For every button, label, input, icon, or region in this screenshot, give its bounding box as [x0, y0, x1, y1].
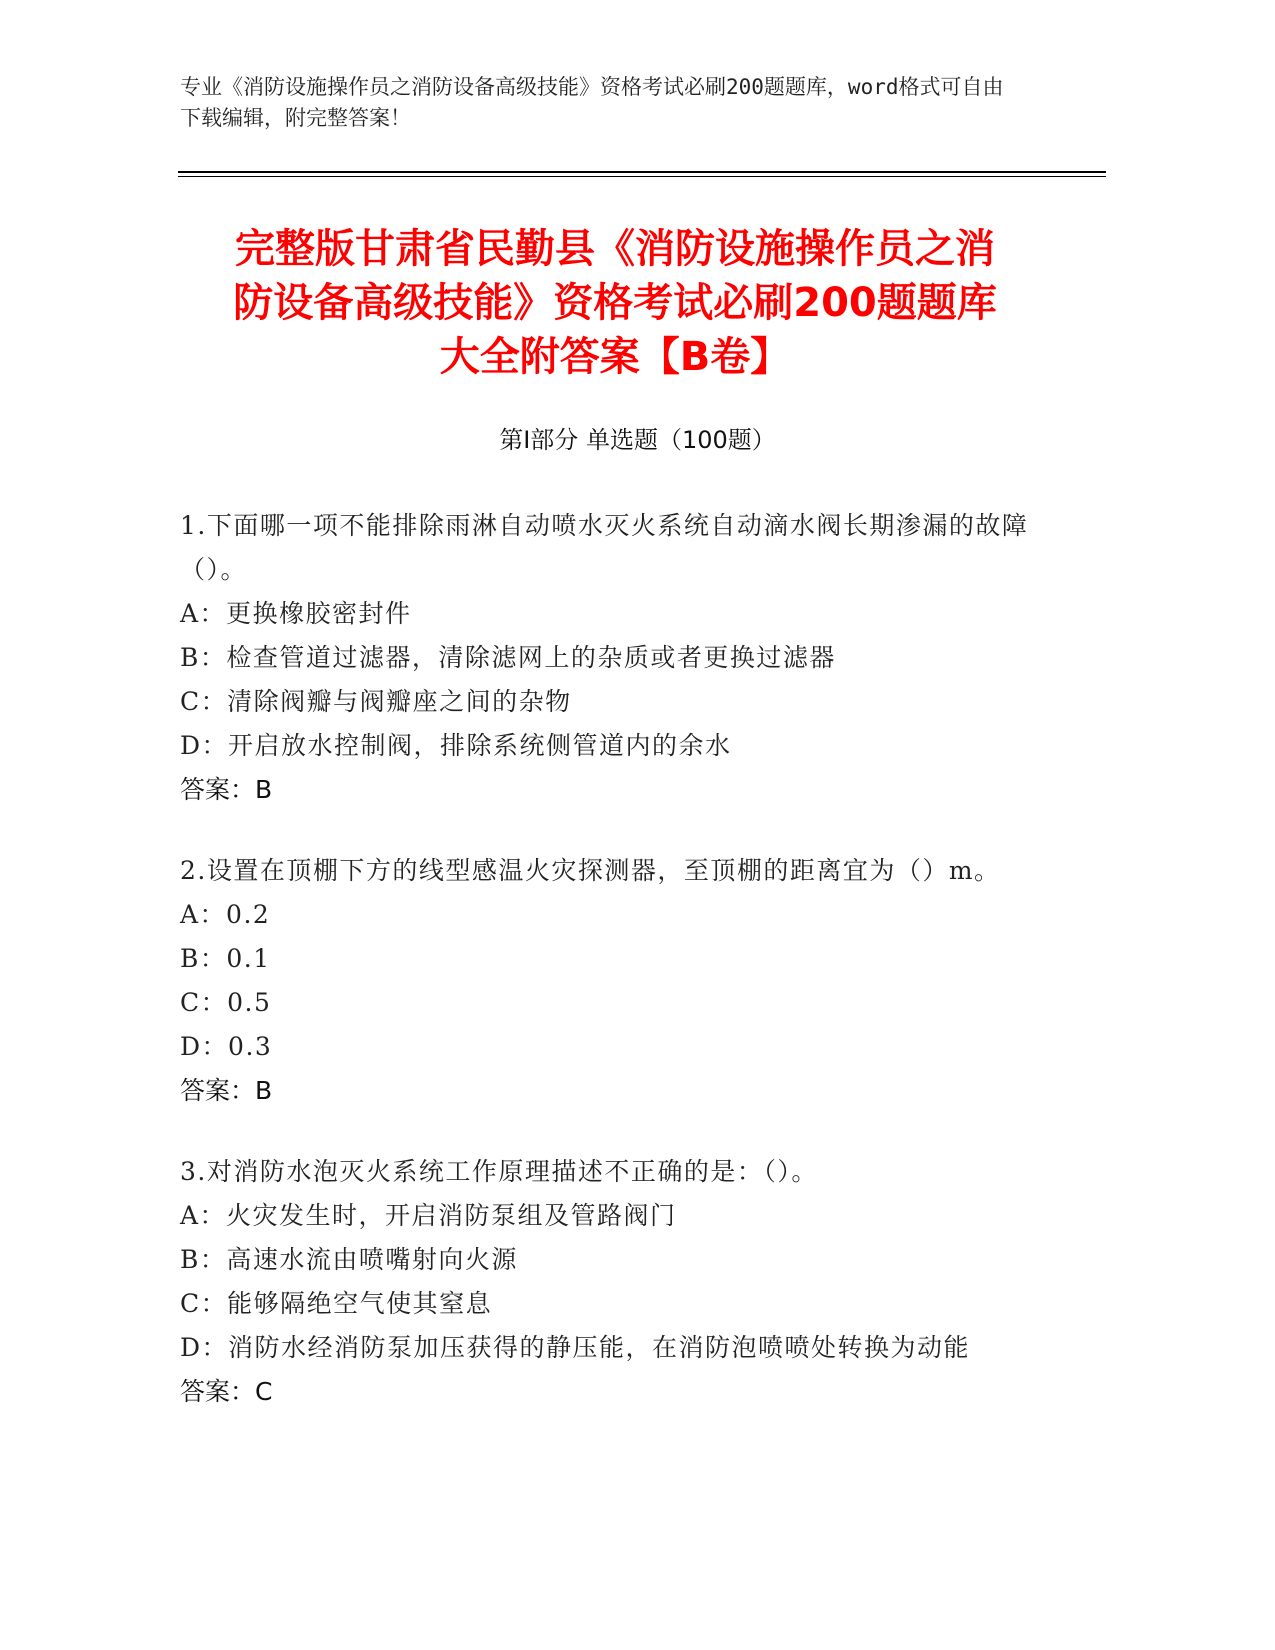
question-3	[180, 1150, 1030, 1414]
question-stem: 1.下面哪一项不能排除雨淋自动喷水灭火系统自动滴水阀长期渗漏的故障（）。	[180, 511, 1029, 584]
title-line-2: 防设备高级技能》资格考试必刷200题题库	[233, 280, 997, 326]
option-b: B：高速水流由喷嘴射向火源	[180, 1245, 518, 1274]
answer: 答案：B	[180, 775, 273, 804]
answer: 答案：C	[180, 1377, 273, 1406]
question-stem: 3.对消防水泡灭火系统工作原理描述不正确的是：（）。	[180, 1157, 818, 1186]
option-d: D：0.3	[180, 1032, 273, 1061]
question-2	[180, 849, 1030, 1113]
question-stem: 2.设置在顶棚下方的线型感温火灾探测器，至顶棚的距离宜为（）m。	[180, 856, 1001, 885]
option-c: C：能够隔绝空气使其窒息	[180, 1289, 493, 1318]
question-list	[180, 504, 1030, 1451]
document-title	[180, 222, 1050, 384]
option-a: A：火灾发生时，开启消防泵组及管路阀门	[180, 1201, 677, 1230]
header-rule-thick	[178, 171, 1106, 173]
option-b: B：检查管道过滤器，清除滤网上的杂质或者更换过滤器	[180, 643, 836, 672]
option-c: C：清除阀瓣与阀瓣座之间的杂物	[180, 687, 572, 716]
option-b: B：0.1	[180, 944, 271, 973]
title-line-3: 大全附答案【B卷】	[439, 334, 791, 380]
header-note: 专业《消防设施操作员之消防设备高级技能》资格考试必刷200题题库，word格式可自由下载编辑，附完整答案！	[180, 75, 1004, 130]
option-d: D：开启放水控制阀，排除系统侧管道内的余水	[180, 731, 732, 760]
option-d: D：消防水经消防泵加压获得的静压能，在消防泡喷喷处转换为动能	[180, 1333, 971, 1362]
answer: 答案：B	[180, 1076, 273, 1105]
option-a: A：更换橡胶密封件	[180, 599, 412, 628]
section-title: 第Ⅰ部分 单选题（100题）	[499, 426, 776, 454]
option-a: A：0.2	[180, 900, 271, 929]
title-line-1: 完整版甘肃省民勤县《消防设施操作员之消	[235, 226, 995, 272]
header-rule-thin	[178, 176, 1106, 177]
option-c: C：0.5	[180, 988, 272, 1017]
question-1	[180, 504, 1030, 812]
